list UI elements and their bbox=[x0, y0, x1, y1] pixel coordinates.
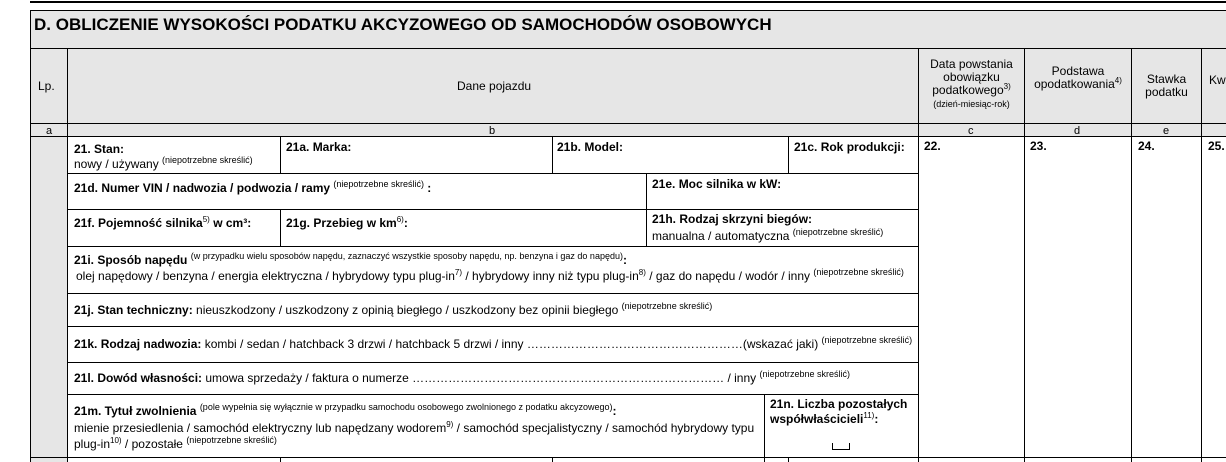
line bbox=[552, 136, 553, 173]
field-21d-vin[interactable]: 21d. Numer VIN / nadwozia / podwozia / ramy $^{(niepotrzebne skreślić)}$ : bbox=[74, 179, 432, 195]
field-21m-value-2: plug-$in^{10)}$ / pozostałe $^{(niepotrzebne skreślić)}$ bbox=[74, 435, 277, 451]
field-21l-dowod-wlasnosci[interactable]: 21l. Dowód własności: umowa sprzedaży / faktura o numerze …………………………………………………………………… / inny $^{(niepotrzebne skreślić)}$ bbox=[74, 369, 851, 385]
field-22[interactable]: 22. bbox=[924, 139, 941, 153]
top-rule bbox=[30, 1, 1226, 3]
line bbox=[30, 10, 31, 462]
field-21j-stan-techniczny[interactable]: 21j. Stan techniczny: nieuszkodzony / uszkodzony z opinią biegłego / uszkodzony bez opinii biegłego $^{(niepotrzebne skreślić)}$ bbox=[74, 301, 713, 317]
line bbox=[67, 209, 918, 210]
field-25[interactable]: 25. bbox=[1208, 139, 1225, 153]
line bbox=[1024, 48, 1025, 462]
field-21f-pojemnosc[interactable]: 21f. Pojemność silnika$^{5)}$ w cm³: bbox=[74, 215, 252, 230]
field-21b-model[interactable]: 21b. Model: bbox=[557, 140, 624, 154]
line bbox=[67, 173, 918, 174]
line bbox=[67, 394, 918, 395]
col-letter-d: d bbox=[1074, 125, 1081, 137]
line bbox=[30, 48, 1226, 49]
line bbox=[552, 457, 553, 462]
field-21n-line2: współwłaścicieli$^{11)}$: bbox=[770, 411, 879, 426]
field-21e-moc-silnika[interactable]: 21e. Moc silnika w kW: bbox=[652, 177, 782, 191]
field-21c-rok-produkcji[interactable]: 21c. Rok produkcji: bbox=[794, 140, 905, 154]
line bbox=[1131, 48, 1132, 462]
header-stawka: Stawka podatku bbox=[1145, 72, 1188, 99]
field-23[interactable]: 23. bbox=[1030, 139, 1047, 153]
field-21-value: nowy / używany $^{(niepotrzebne skreślić)}$ bbox=[74, 155, 253, 171]
field-21h-value: manualna / automatyczna $^{(niepotrzebne skreślić)}$ bbox=[652, 227, 884, 243]
line bbox=[788, 136, 789, 173]
field-21k-nadwozie[interactable]: 21k. Rodzaj nadwozia: kombi / sedan / hatchback 3 drzwi / hatchback 5 drzwi / inny ………………………………………………(wskazać jaki) $^{(niepotrzebne skreślić)}$ bbox=[74, 335, 913, 351]
line bbox=[67, 246, 918, 247]
field-21g-przebieg[interactable]: 21g. Przebieg w $km^{6)}$: bbox=[286, 215, 408, 230]
header-kwota: Kw bbox=[1209, 73, 1226, 87]
field-24[interactable]: 24. bbox=[1138, 139, 1155, 153]
field-21m-tytul-zwolnienia[interactable]: 21m. Tytuł zwolnienia $^{(pole wypełnia się wyłącznie w przypadku samochodu osobowego zwolnionego z podatku akcyzowego)}$: bbox=[74, 402, 617, 418]
header-podstawa: Podstawa opodatkowania$^{4)}$ bbox=[1034, 64, 1122, 91]
line bbox=[764, 394, 765, 462]
line bbox=[67, 362, 918, 363]
lp-column-bg bbox=[30, 137, 67, 462]
field-21h-skrzynia[interactable]: 21h. Rodzaj skrzyni biegów: bbox=[652, 212, 813, 226]
line bbox=[280, 209, 281, 246]
field-21n-wspolwlasciciele[interactable]: 21n. Liczba pozostałych bbox=[770, 397, 908, 411]
line bbox=[30, 457, 1226, 458]
line bbox=[646, 173, 647, 246]
field-21i-value: olej napędowy / benzyna / energia elektryczna / hybrydowy typu plug-$in^{7)}$ / hybrydowy inny niż typu plug-$in^{8)}$ / gaz do napędu / wodór / inny $^{(niepotrzebne skreślić)}$ bbox=[76, 267, 904, 283]
count-box[interactable] bbox=[832, 443, 850, 450]
field-21i-naped[interactable]: 21i. Sposób napędu $^{(w przypadku wielu sposobów napędu, zaznaczyć wszystkie sposoby napędu, np. benzyna i gaz do napędu)}$: bbox=[74, 251, 627, 267]
line bbox=[280, 457, 281, 462]
header-lp: Lp. bbox=[38, 79, 55, 93]
line bbox=[280, 136, 281, 173]
line bbox=[30, 10, 1226, 11]
col-letter-b: b bbox=[489, 125, 496, 137]
line bbox=[67, 48, 68, 462]
line bbox=[67, 293, 918, 294]
col-letter-e: e bbox=[1163, 125, 1170, 137]
field-21-stan[interactable]: 21. Stan: bbox=[74, 142, 125, 156]
header-data-powstania: Data powstania obowiązku podatkowego$^{3)}$ (dzień-miesiąc-rok) bbox=[930, 57, 1013, 109]
section-title: D. OBLICZENIE WYSOKOŚCI PODATKU AKCYZOWEGO OD SAMOCHODÓW OSOBOWYCH bbox=[34, 15, 772, 34]
field-21m-value-1: mienie przesiedlenia / samochód elektryczny lub napędzany wodorem$^{9)}$ / samochód specjalistyczny / samochód hybrydowy typu bbox=[74, 420, 755, 435]
col-letter-a: a bbox=[46, 125, 53, 137]
line bbox=[788, 457, 789, 462]
field-21a-marka[interactable]: 21a. Marka: bbox=[286, 140, 352, 154]
line bbox=[67, 326, 918, 327]
line bbox=[30, 136, 1226, 137]
line bbox=[1201, 48, 1202, 462]
header-dane-pojazdu: Dane pojazdu bbox=[457, 79, 532, 93]
col-letter-c: c bbox=[968, 125, 974, 137]
line bbox=[30, 123, 1226, 124]
